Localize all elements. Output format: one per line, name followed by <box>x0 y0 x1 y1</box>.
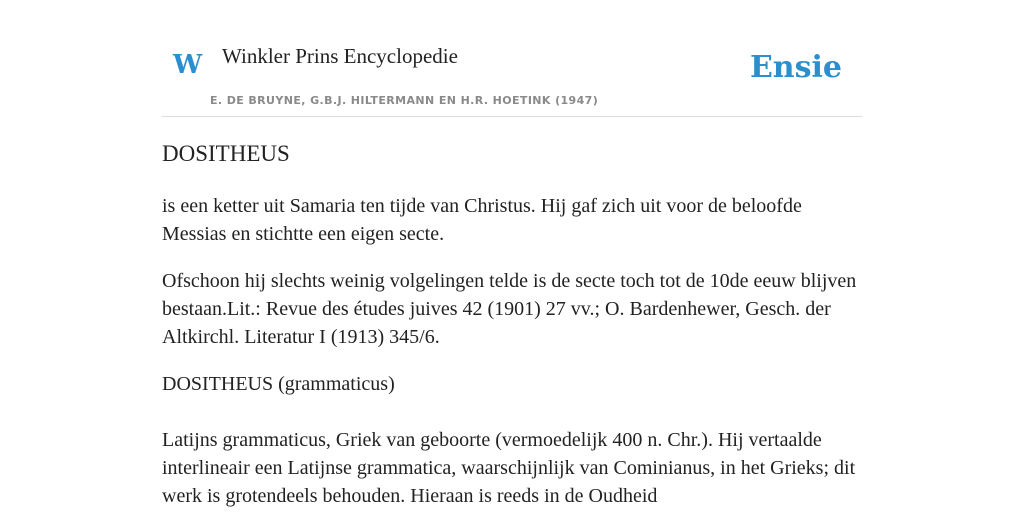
article-subheading: DOSITHEUS (grammaticus) <box>162 373 395 395</box>
ensie-logo[interactable]: Ensie <box>749 50 842 85</box>
article-heading: DOSITHEUS <box>162 141 290 166</box>
source-authors: E. DE BRUYNE, G.B.J. HILTERMANN EN H.R. HOETINK (1947) <box>210 94 599 107</box>
site-header <box>162 0 862 117</box>
article-body <box>162 140 862 512</box>
article-paragraph: is een ketter uit Samaria ten tijde van Christus. Hij gaf zich uit voor de beloofde Messias en stichtte een eigen secte. <box>162 195 802 245</box>
source-title[interactable]: Winkler Prins Encyclopedie <box>222 44 458 68</box>
winkler-prins-logo[interactable]: W <box>173 50 203 80</box>
article-paragraph: Ofschoon hij slechts weinig volgelingen telde is de secte toch tot de 10de eeuw blijven bestaan.Lit.: Revue des études juives 42 (1901) 27 vv.; O. Bardenhewer, Gesch. der Altkirchl. Literatur I (1913) 345/6. <box>162 270 857 348</box>
article-paragraph: Latijns grammaticus, Griek van geboorte (vermoedelijk 400 n. Chr.). Hij vertaalde interlineair een Latijnse grammatica, waarschijnlijk van Cominianus, in het Grieks; dit werk is grotendeels behouden. Hieraan is reeds in de Oudheid <box>162 429 856 507</box>
